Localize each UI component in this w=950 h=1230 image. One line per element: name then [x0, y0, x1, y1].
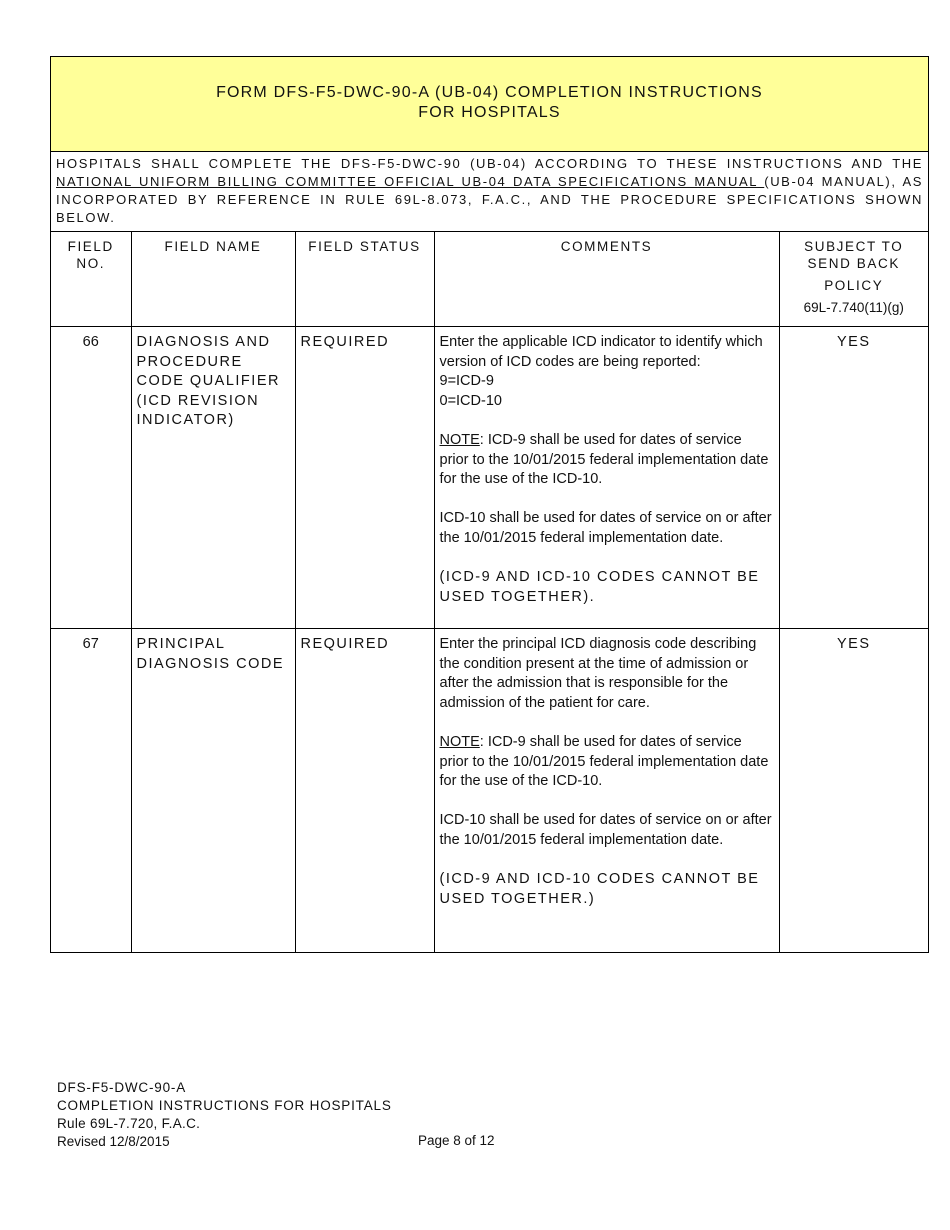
note-paragraph: [440, 733, 774, 792]
header-field-status: FIELD STATUS: [295, 232, 434, 327]
comment-paragraph: Enter the principal ICD diagnosis code describing the condition present at the time of admission or after the admission that is responsible for the admission of the patient for care.: [439, 636, 757, 711]
policy-ref: 69L-7.740(11)(g): [803, 300, 904, 315]
field-name: PRINCIPAL DIAGNOSIS CODE: [131, 629, 295, 952]
comment-paragraph: ICD-10 shall be used for dates of service on or after the 10/01/2015 federal implementation date.: [439, 812, 772, 848]
note-label: NOTE: [439, 733, 480, 750]
footer-description: COMPLETION INSTRUCTIONS FOR HOSPITALS: [57, 1098, 392, 1113]
form-title: [51, 57, 928, 152]
table-header-row: [51, 232, 928, 327]
instructions-table-frame: [50, 56, 929, 953]
note-label: NOTE: [439, 431, 480, 448]
field-no: 67: [51, 629, 131, 952]
title-line-2: FOR HOSPITALS: [418, 104, 561, 121]
field-name: DIAGNOSIS AND PROCEDURE CODE QUALIFIER (ICD REVISION INDICATOR): [131, 327, 295, 629]
comments: [434, 629, 779, 952]
title-line-1: FORM DFS-F5-DWC-90-A (UB-04) COMPLETION INSTRUCTIONS: [216, 84, 763, 101]
intro-text: HOSPITALS SHALL COMPLETE THE DFS-F5-DWC-90 (UB-04) ACCORDING TO THESE INSTRUCTIONS AND THE: [56, 156, 923, 171]
header-field-name: FIELD NAME: [131, 232, 295, 327]
comment-paragraph: (ICD-9 AND ICD-10 CODES CANNOT BE USED TOGETHER.): [439, 871, 760, 907]
header-comments: COMMENTS: [434, 232, 779, 327]
intro-paragraph: [51, 152, 928, 232]
send-back-value: YES: [779, 629, 928, 952]
field-no: 66: [51, 327, 131, 629]
footer-revised: Revised 12/8/2015: [57, 1134, 170, 1149]
page-footer: [57, 1079, 392, 1151]
footer-rule: Rule 69L-7.720, F.A.C.: [57, 1116, 201, 1131]
send-back-label: SUBJECT TO SEND BACK: [804, 239, 904, 271]
note-text: : ICD-9 shall be used for dates of service prior to the 10/01/2015 federal implementation date for the use of the ICD-10.: [439, 431, 769, 488]
header-send-back: [779, 232, 928, 327]
comment-paragraph: Enter the applicable ICD indicator to identify which version of ICD codes are being reported: 9=ICD-9 0=ICD-10: [439, 334, 763, 409]
comments: [434, 327, 779, 629]
footer-form-id: DFS-F5-DWC-90-A: [57, 1080, 186, 1095]
note-paragraph: [440, 431, 774, 490]
field-status: REQUIRED: [295, 629, 434, 952]
note-text: : ICD-9 shall be used for dates of service prior to the 10/01/2015 federal implementation date for the use of the ICD-10.: [439, 733, 769, 790]
table-row: [51, 629, 928, 952]
header-field-no: FIELD NO.: [67, 239, 114, 271]
fields-table: [51, 232, 928, 952]
field-status: REQUIRED: [295, 327, 434, 629]
intro-text-end: (UB-04 MANUAL), AS INCORPORATED BY REFERENCE IN RULE 69L-8.073, F.A.C., AND THE PROCEDURE SPECIFICATIONS SHOWN BELOW.: [56, 174, 923, 225]
send-back-value: YES: [779, 327, 928, 629]
comment-paragraph: (ICD-9 AND ICD-10 CODES CANNOT BE USED TOGETHER).: [439, 569, 760, 605]
page-number: Page 8 of 12: [418, 1133, 495, 1148]
comment-paragraph: ICD-10 shall be used for dates of service on or after the 10/01/2015 federal implementation date.: [439, 510, 772, 546]
table-row: [51, 327, 928, 629]
ub04-manual-reference: NATIONAL UNIFORM BILLING COMMITTEE OFFICIAL UB-04 DATA SPECIFICATIONS MANUAL: [56, 174, 765, 189]
policy-label: POLICY: [824, 278, 884, 293]
